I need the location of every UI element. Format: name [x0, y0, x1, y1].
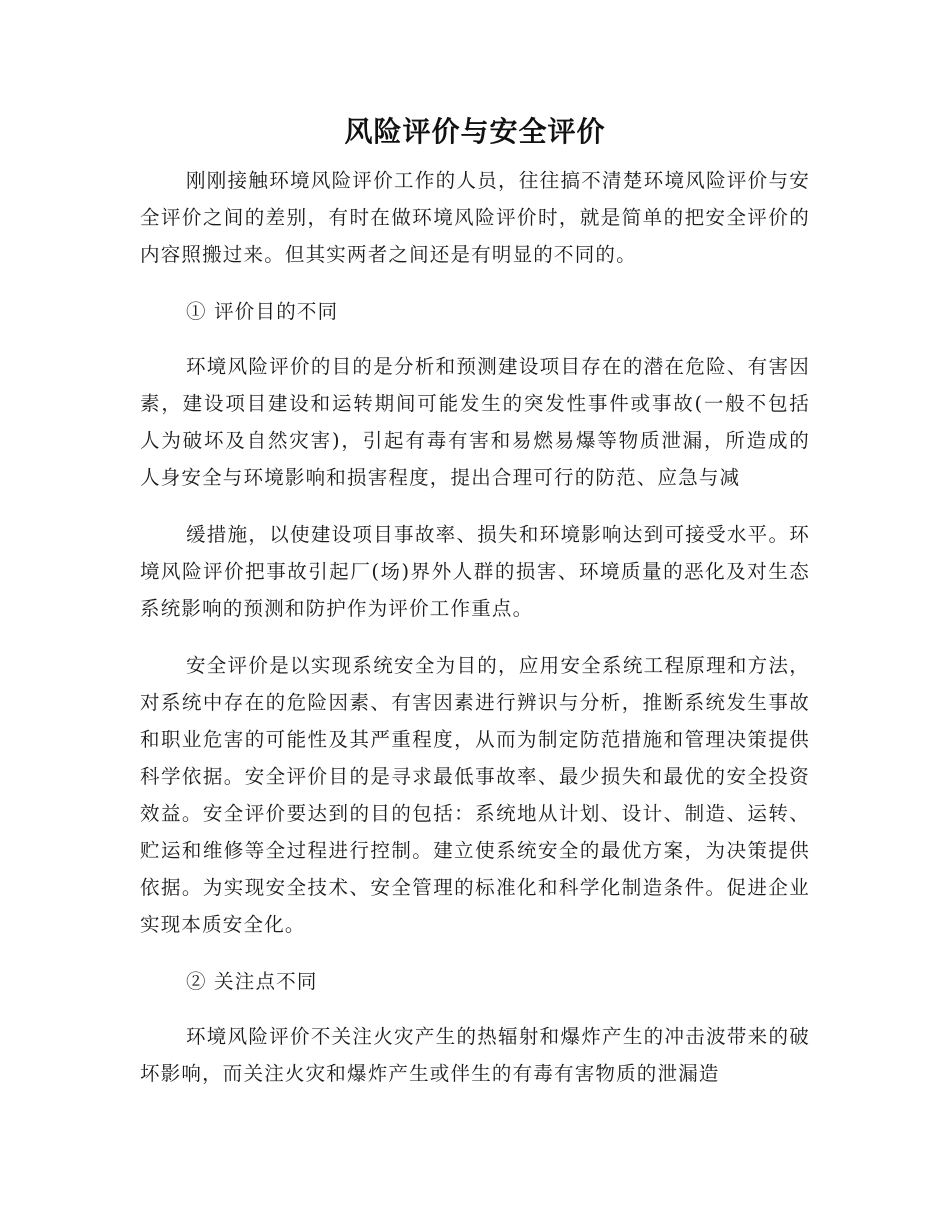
section-heading-focus: ② 关注点不同: [186, 970, 318, 993]
section-heading-purpose: ① 评价目的不同: [186, 300, 339, 323]
paragraph-intro: 刚刚接触环境风险评价工作的人员，往往搞不清楚环境风险评价与安全评价之间的差别，有时在做环境风险评价时，就是简单的把安全评价的内容照搬过来。但其实两者之间还是有明显的不同的。: [140, 169, 810, 266]
paragraph-env-risk-purpose: 环境风险评价的目的是分析和预测建设项目存在的潜在危险、有害因素，建设项目建设和运转期间可能发生的突发性事件或事故(一般不包括人为破坏及自然灾害)，引起有毒有害和易燃易爆等物质泄漏，所造成的人身安全与环境影响和损害程度，提出合理可行的防范、应急与减: [140, 355, 810, 489]
document-body: [140, 162, 810, 1112]
paragraph-safety-evaluation: 安全评价是以实现系统安全为目的，应用安全系统工程原理和方法，对系统中存在的危险因素、有害因素进行辨识与分析，推断系统发生事故和职业危害的可能性及其严重程度，从而为制定防范措施和管理决策提供科学依据。安全评价目的是寻求最低事故率、最少损失和最优的安全投资效益。安全评价要达到的目的包括：系统地从计划、设计、制造、运转、贮运和维修等全过程进行控制。建立使系统安全的最优方案，为决策提供依据。为实现安全技术、安全管理的标准化和科学化制造条件。促进企业实现本质安全化。: [140, 654, 810, 936]
document-title: 风险评价与安全评价: [344, 115, 606, 148]
paragraph-env-risk-purpose-cont: 缓措施，以使建设项目事故率、损失和环境影响达到可接受水平。环境风险评价把事故引起厂(场)界外人群的损害、环境质量的恶化及对生态系统影响的预测和防护作为评价工作重点。: [140, 523, 810, 620]
paragraph-env-risk-focus: 环境风险评价不关注火灾产生的热辐射和爆炸产生的冲击波带来的破坏影响，而关注火灾和爆炸产生或伴生的有毒有害物质的泄漏造: [140, 1025, 810, 1085]
